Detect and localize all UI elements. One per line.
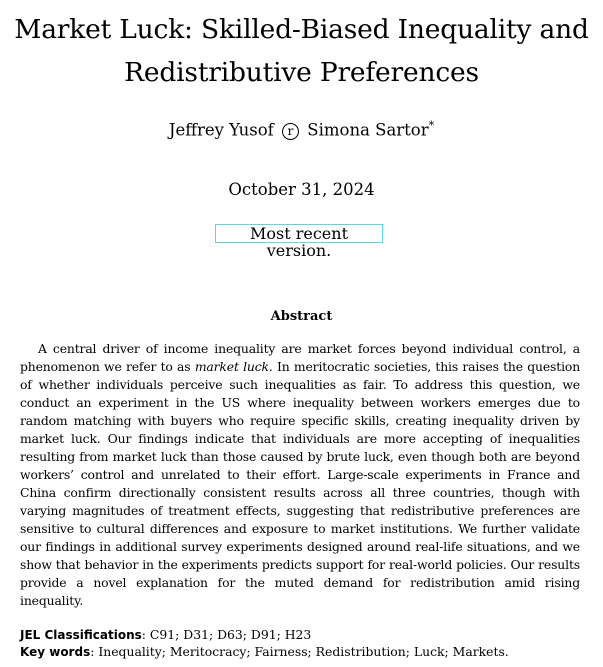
keywords-value: : Inequality; Meritocracy; Fairness; Redistribution; Luck; Markets.	[90, 644, 509, 659]
abstract-heading: Abstract	[270, 309, 333, 324]
abstract-emphasis: market luck	[194, 359, 269, 374]
abstract-text-start: A central driver of income inequality are market forces beyond individual control, a phenomenon we refer to as	[20, 341, 580, 374]
author-name-2: Simona Sartor	[307, 120, 429, 140]
author-line	[0, 115, 603, 142]
keywords-label: Key words	[20, 645, 91, 659]
jel-label: JEL Classifications	[20, 628, 142, 642]
paper-date: October 31, 2024	[228, 180, 375, 199]
most-recent-version-link[interactable]: Most recent version.	[215, 224, 383, 243]
title-line-2: Redistributive Preferences	[124, 57, 479, 88]
abstract-body	[20, 340, 580, 610]
title-line-1: Market Luck: Skilled-Biased Inequality and	[14, 14, 589, 45]
random-order-icon: r	[282, 123, 299, 140]
abstract-text-rest: . In meritocratic societies, this raises the question of whether individuals perceive such inequalities as fair. To address this question, we conduct an experiment in the US where inequality between workers emerges due to random matching with buyers who require specific skills, creating inequality driven by market luck. Our findings indicate that individuals are more accepting of inequalities resulting from market luck than those caused by brute luck, even though both are beyond workers’ control and unrelated to their effort. Large-scale experiments in France and China confirm directionally consistent results across all three countries, though with varying magnitudes of treatment effects, suggesting that redistributive preferences are sensitive to cultural differences and exposure to market institutions. We further validate our findings in additional survey experiments designed around real-life situations, and we show that behavior in the experiments predicts support for real-world policies. Our results provide a novel explanation for the muted demand for redistribution amid rising inequality.	[20, 359, 581, 608]
author-footnote-mark: *	[428, 119, 435, 132]
author-name-1: Jeffrey Yusof	[168, 120, 274, 140]
jel-value: : C91; D31; D63; D91; H23	[141, 627, 312, 642]
keywords	[20, 643, 590, 661]
paper-title	[0, 8, 603, 94]
jel-classifications	[20, 626, 590, 644]
